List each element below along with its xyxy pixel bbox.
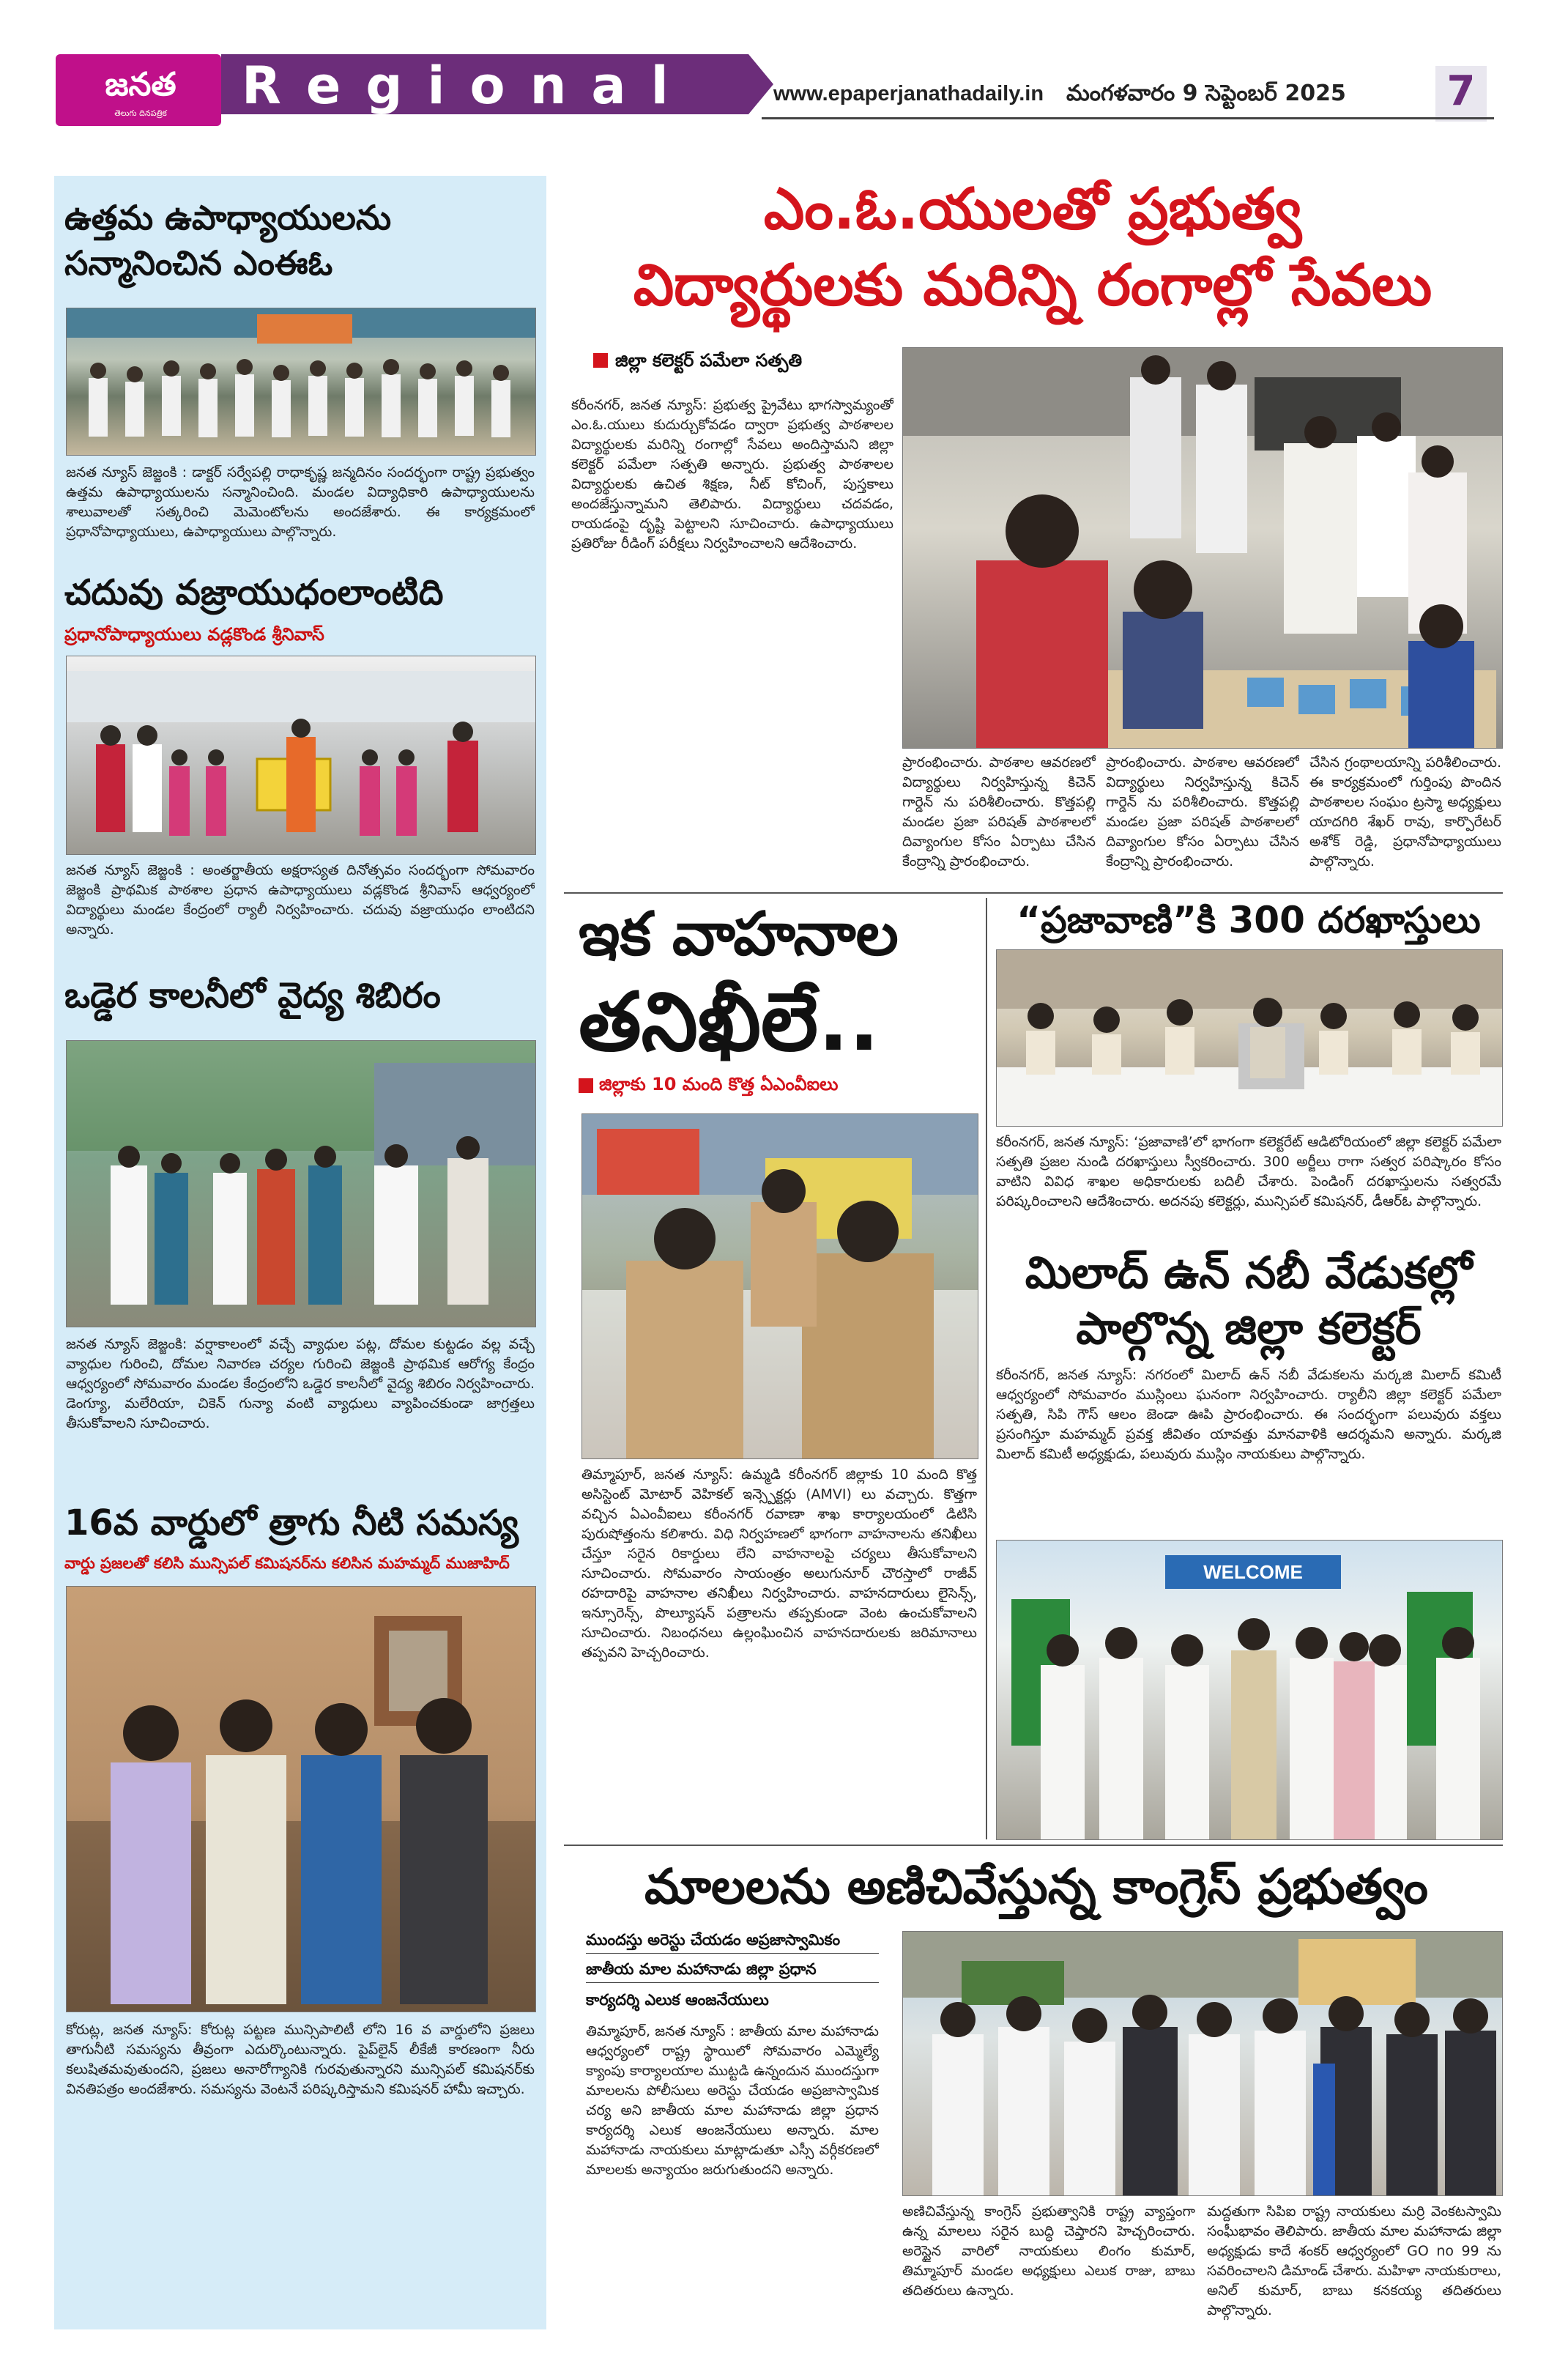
malas-body-col3: మద్దతుగా సిపిఐ రాష్ట్ర నాయకులు మర్రి వెంకటస్వామి సంఘీభావం తెలిపారు. జాతీయ మాల మహానాడు జిల్లా అధ్యక్షుడు కాదే శంకర్ ఆధ్వర్యంలో GO no 99 ను సవరించాలని డిమాండ్ చేశారు. మహిళా నాయకురాలు, అనిల్ కుమార్, బాబు కనకయ్య తదితరులు పాల్గొన్నారు. — [1207, 2203, 1501, 2318]
subtitle-rule — [586, 1953, 879, 1954]
photo-medical-camp — [66, 1040, 536, 1327]
lead-body-col4: చేసిన గ్రంథాలయాన్ని పరిశీలించారు. ఈ కార్యక్రమంలో గుర్తింపు పొందిన పాఠశాలల సంఘం ట్రస్మా అధ్యక్షులు యాదగిరి శేఖర్ రావు, కార్పొరేటర్ అశోక్ రెడ్డి, ప్రధానోపాధ్యాయులు పాల్గొన్నారు. — [1309, 755, 1501, 870]
malas-body-col2: అణిచివేస్తున్న కాంగ్రెస్ ప్రభుత్వానికి రాష్ట్ర వ్యాప్తంగా ఉన్న మాలలు సరైన బుద్ధి చెప్తారని హెచ్చరించారు. అరెస్టైన వారిలో నాయకులు లింగం కుమార్, తిమ్మాపూర్ మండల అధ్యక్షులు ఎలుక రాజు, బాబు తదితరులు ఉన్నారు. — [902, 2203, 1195, 2299]
logo-text: జనత — [105, 66, 176, 103]
malas-subtitle-1: ముందస్తు అరెస్టు చేయడం అప్రజాస్వామికం — [586, 1931, 841, 1949]
lead-headline-2: విద్యార్థులకు మరిన్ని రంగాల్లో సేవలు — [633, 253, 1432, 319]
malas-headline: మాలలను అణిచివేస్తున్న కాంగ్రెస్ ప్రభుత్వం — [644, 1858, 1428, 1915]
story-teachers-title-1: ఉత్తమ ఉపాధ్యాయులను — [64, 198, 392, 237]
milad-banner-text: WELCOME — [1203, 1561, 1303, 1583]
lead-body-col2: ప్రారంభించారు. పాఠశాల ఆవరణలో విద్యార్థులు నిర్వహిస్తున్న కిచెన్ గార్డెన్ ను పరిశీలించారు. కొత్తపల్లి మండల ప్రజా పరిషత్ పాఠశాలలో దివ్యాంగుల కోసం ఏర్పాటు చేసిన కేంద్రాన్ని ప్రారంభించారు. — [902, 755, 1096, 870]
photo-literacy-rally — [66, 656, 536, 855]
page-number: 7 — [1446, 67, 1476, 115]
masthead-rule — [762, 117, 1494, 119]
photo-teachers-felicitation — [66, 308, 536, 456]
photo-vehicle-inspection — [581, 1113, 978, 1459]
story-teachers-title-2: సన్మానించిన ఎంఈఓ — [64, 243, 333, 283]
vehicles-body: తిమ్మాపూర్, జనత న్యూస్: ఉమ్మడి కరీంనగర్ జిల్లాకు 10 మంది కొత్త అసిస్టెంట్ మోటార్ వెహికల్ ఇన్స్పెక్టర్లు (AMVI) లు వచ్చారు. కొత్తగా వచ్చిన ఏఎంవీఐలు కరీంనగర్ రవాణా శాఖ కార్యాలయంలో డిటిసి పురుషోత్తంను కలిశారు. విధి నిర్వహణలో భాగంగా వాహనాలను తనిఖీలు చేస్తూ సరైన రికార్డులు లేని వాహనాలపై చర్యలు తీసుకోవాలని సూచించారు. సోమవారం సాయంత్రం అలుగునూర్ చౌరస్తాలో రాజీవ్ రహదారిపై వాహనాల తనిఖీలు నిర్వహించారు. వాహనదారులు లైసెన్స్, ఇన్సూరెన్స్, పొల్యూషన్ పత్రాలను తప్పకుండా వెంట ఉంచుకోవాలని సూచించారు. నిబంధనలు ఉల్లంఘించిన వాహనదారులకు జరిమానాలు తప్పవని హెచ్చరించారు. — [581, 1467, 977, 1661]
story-education-title: చదువు వజ్రాయుధంలాంటిది — [64, 572, 444, 613]
subtitle-rule — [586, 1982, 879, 1983]
website-link[interactable]: www.epaperjanathadaily.in — [773, 82, 1044, 105]
story-water-body: కోరుట్ల, జనత న్యూస్: కోరుట్ల పట్టణ మున్సిపాలిటీ లోని 16 వ వార్డులోని ప్రజలు తాగునీటి సమస్యను తీవ్రంగా ఎదుర్కొంటున్నారు. పైప్‌లైన్ లీకేజీ కారణంగా నీరు కలుషితమవుతుందని, ప్రజలు అనారోగ్యానికి గురవుతున్నారని మున్సిపల్ కమిషనర్‌కు వినతిపత్రం అందజేశారు. సమస్యను వెంటనే పరిష్కరిస్తామని కమిషనర్ హామీ ఇచ్చారు. — [66, 2022, 535, 2097]
malas-body: తిమ్మాపూర్, జనత న్యూస్ : జాతీయ మాల మహానాడు ఆధ్వర్యంలో రాష్ట్ర స్థాయిలో సోమవారం ఎమ్మెల్యే క్యాంపు కార్యాలయాల ముట్టడి ఉన్నందున ముందస్తుగా మాలలను పోలీసులు అరెస్టు చేయడం అప్రజాస్వామిక చర్య అని జాతీయ మాల మహానాడు జిల్లా ప్రధాన కార్యదర్శి ఎలుక ఆంజనేయులు అన్నారు. మాల మహానాడు నాయకులు మాట్లాడుతూ ఎస్సీ వర్గీకరణలో మాలలకు అన్యాయం జరుగుతుందని అన్నారు. — [586, 2023, 879, 2178]
story-education-subtitle: ప్రధానోపాధ్యాయులు వడ్లకొండ శ్రీనివాస్ — [64, 624, 324, 645]
lead-body: కరీంనగర్, జనత న్యూస్: ప్రభుత్వ ప్రైవేటు భాగస్వామ్యంతో ఎం.ఓ.యులు కుదుర్చుకోవడం ద్వారా ప్రభుత్వ పాఠశాలల విద్యార్థులకు మరిన్ని రంగాల్లో సేవలు అందిస్తామని జిల్లా కలెక్టర్ పమేలా సత్పతి అన్నారు. ప్రభుత్వ పాఠశాలల విద్యార్థులకు ఉచిత శిక్షణ, నీట్ కోచింగ్, పుస్తకాలు అందజేస్తున్నామని తెలిపారు. విద్యార్థులు చదవడం, రాయడంపై దృష్టి పెట్టాలని సూచించారు. ఉపాధ్యాయులు ప్రతిరోజు రీడింగ్ పరీక్షలు నిర్వహించాలని ఆదేశించారు. — [571, 397, 893, 552]
photo-prajavani — [996, 949, 1503, 1127]
milad-body: కరీంనగర్, జనత న్యూస్: నగరంలో మిలాద్ ఉన్ నబీ వేడుకలను మర్కజి మిలాద్ కమిటీ ఆధ్వర్యంలో సోమవారం ముస్లింలు ఘనంగా నిర్వహించారు. ర్యాలీని జిల్లా కలెక్టర్ పమేలా సత్పతి, సిపి గౌస్ ఆలం జెండా ఊపి ప్రారంభించారు. ఈ సందర్భంగా పలువురు వక్తలు ప్రసంగిస్తూ మహమ్మద్ ప్రవక్త జీవితం యావత్తు మానవాళికి ఆదర్శమని అన్నారు. మర్కజి మిలాద్ కమిటీ అధ్యక్షుడు, పలువురు ముస్లిం నాయకులు పాల్గొన్నారు. — [996, 1367, 1501, 1462]
prajavani-headline: “ప్రజావాణి”కి 300 దరఖాస్తులు — [1017, 899, 1481, 941]
issue-date: మంగళవారం 9 సెప్టెంబర్ 2025 — [1066, 81, 1346, 106]
bullet-icon — [579, 1078, 593, 1093]
milad-headline-2: పాల్గొన్న జిల్లా కలెక్టర్ — [1076, 1303, 1422, 1354]
section-title: Regional — [242, 56, 694, 116]
bullet-icon — [593, 353, 608, 368]
story-education-body: జనత న్యూస్ జెజ్జంకి : అంతర్జాతీయ అక్షరాస్యత దినోత్సవం సందర్భంగా సోమవారం జెజ్జంకి ప్రాథమిక పాఠశాల ప్రధాన ఉపాధ్యాయులు వడ్లకొండ శ్రీనివాస్ ఆధ్వర్యంలో విద్యార్థులు మండల కేంద్రంలో ర్యాలీ నిర్వహించారు. చదువు వజ్రాయుధం లాంటిదని అన్నారు. — [66, 862, 535, 938]
vehicles-headline-2: తనిఖీలే.. — [579, 975, 880, 1069]
milad-headline-1: మిలాద్ ఉన్ నబీ వేడుకల్లో — [1025, 1248, 1473, 1299]
section-divider — [564, 1845, 1503, 1846]
malas-subtitle-3: కార్యదర్శి ఎలుక ఆంజనేయులు — [586, 1991, 769, 2009]
column-rule — [986, 898, 987, 1839]
story-medical-camp-body: జనత న్యూస్ జెజ్జంకి: వర్షాకాలంలో వచ్చే వ్యాధుల పట్ల, దోమల కుట్టడం వల్ల వచ్చే వ్యాధుల గురించి, దోమల నివారణ చర్యల గురించి జెజ్జంకి ప్రాథమిక ఆరోగ్య కేంద్రం ఆధ్వర్యంలో సోమవారం మండల కేంద్రంలోని ఒడ్డెర కాలనీలో వైద్య శిబిరం నిర్వహించారు. డెంగ్యూ, మలేరియా, చికెన్ గున్యా వంటి వ్యాధులు వ్యాపించకుండా జాగ్రత్తలు తీసుకోవాలని సూచించారు. — [66, 1336, 535, 1431]
photo-milad-rally — [996, 1540, 1503, 1840]
malas-subtitle-2: జాతీయ మాల మహానాడు జిల్లా ప్రధాన — [586, 1960, 817, 1978]
photo-municipal-commissioner — [66, 1586, 536, 2012]
photo-collector-school — [902, 347, 1503, 749]
story-medical-camp-title: ఒడ్డెర కాలనీలో వైద్య శిబిరం — [64, 975, 441, 1016]
lead-body-col3: ప్రారంభించారు. పాఠశాల ఆవరణలో విద్యార్థులు నిర్వహిస్తున్న కిచెన్ గార్డెన్ ను పరిశీలించారు. కొత్తపల్లి మండల ప్రజా పరిషత్ పాఠశాలలో దివ్యాంగుల కోసం ఏర్పాటు చేసిన కేంద్రాన్ని ప్రారంభించారు. — [1106, 755, 1299, 870]
section-divider — [564, 892, 1503, 894]
vehicles-headline-1: ఇక వాహనాల — [579, 900, 899, 969]
photo-mala-mahanadu — [902, 1931, 1503, 2196]
story-water-title: 16వ వార్డులో త్రాగు నీటి సమస్య — [64, 1502, 519, 1543]
vehicles-subtitle: జిల్లాకు 10 మంది కొత్త ఏఎంవీఐలు — [599, 1074, 839, 1094]
story-teachers-body: జనత న్యూస్ జెజ్జంకి : డాక్టర్ సర్వేపల్లి రాధాకృష్ణ జన్మదినం సందర్భంగా రాష్ట్ర ప్రభుత్వం ఉత్తమ ఉపాధ్యాయులను సన్మానించింది. మండల విద్యాధికారి ఉపాధ్యాయులను శాలువాలతో సత్కరించి మెమెంటోలను అందజేశారు. ఈ కార్యక్రమంలో ప్రధానోపాధ్యాయులు, ఉపాధ్యాయులు పాల్గొన్నారు. — [66, 464, 535, 540]
lead-subtitle: జిల్లా కలెక్టర్ పమేలా సత్పతి — [615, 350, 803, 371]
story-water-subtitle: వార్డు ప్రజలతో కలిసి మున్సిపల్ కమిషనర్‌ను కలిసిన మహమ్మద్ ముజాహిద్ — [64, 1554, 510, 1572]
lead-headline-1: ఎం.ఓ.యులతో ప్రభుత్వ — [763, 177, 1302, 242]
prajavani-body: కరీంనగర్, జనత న్యూస్: ‘ప్రజావాణి’లో భాగంగా కలెక్టరేట్ ఆడిటోరియంలో జిల్లా కలెక్టర్ పమేలా సత్పతి ప్రజల నుండి దరఖాస్తులు స్వీకరించారు. 300 అర్జీలు రాగా సత్వర పరిష్కారం కోసం వాటిని వివిధ శాఖల అధికారులకు బదిలీ చేశారు. పెండింగ్ దరఖాస్తులను సత్వరమే పరిష్కరించాలని ఆదేశించారు. అదనపు కలెక్టర్లు, మున్సిపల్ కమిషనర్, డీఆర్‌ఓ పాల్గొన్నారు. — [996, 1134, 1501, 1209]
logo-subtitle: తెలుగు దినపత్రిక — [114, 108, 167, 118]
section-banner-arrow — [748, 54, 773, 114]
